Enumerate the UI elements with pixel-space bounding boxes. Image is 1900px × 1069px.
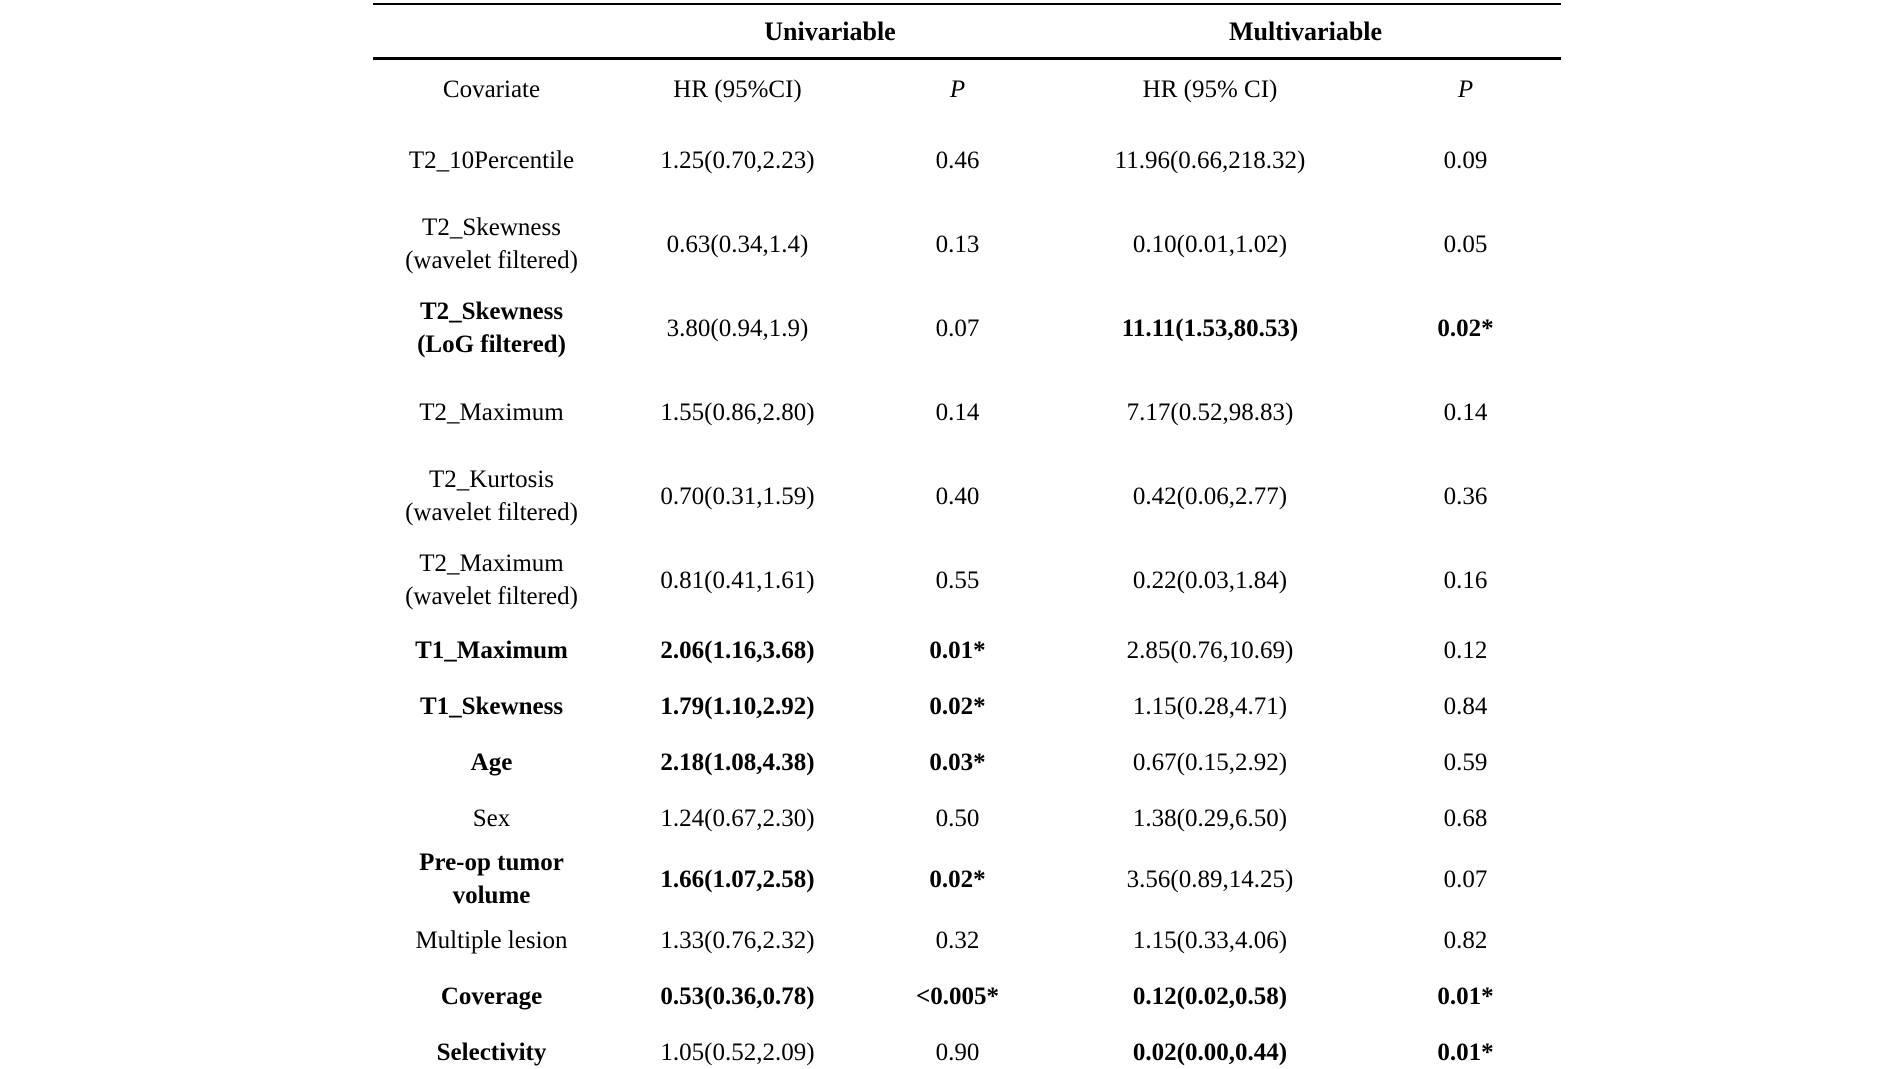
table-row	[373, 968, 1561, 1024]
univariable-hr-cell: 0.70(0.31,1.59)	[660, 482, 815, 510]
univariable-p-cell: 0.90	[935, 1038, 980, 1066]
multivariable-hr-cell: 1.38(0.29,6.50)	[1132, 804, 1288, 832]
covariate-cell: Selectivity	[436, 1038, 547, 1066]
multivariable-p-cell: 0.01*	[1437, 1038, 1494, 1066]
covariate-cell: T2_Maximum	[419, 398, 564, 426]
multivariable-hr-cell: 0.42(0.06,2.77)	[1132, 482, 1288, 510]
column-header-univariable-p: P	[949, 75, 966, 103]
table-row	[373, 734, 1561, 790]
multivariable-p-cell: 0.16	[1443, 566, 1488, 594]
univariable-hr-cell: 2.18(1.08,4.38)	[660, 748, 815, 776]
table-row	[373, 1024, 1561, 1069]
table-row	[373, 202, 1561, 286]
univariable-hr-cell: 1.33(0.76,2.32)	[660, 926, 815, 954]
univariable-p-cell: 0.40	[935, 482, 980, 510]
univariable-p-cell: 0.02*	[929, 692, 986, 720]
univariable-p-cell: 0.03*	[929, 748, 986, 776]
covariate-cell: T2_10Percentile	[408, 146, 575, 174]
multivariable-p-cell: 0.02*	[1437, 314, 1494, 342]
multivariable-hr-cell: 0.02(0.00,0.44)	[1132, 1038, 1288, 1066]
table-row	[373, 790, 1561, 846]
univariable-hr-cell: 2.06(1.16,3.68)	[660, 636, 815, 664]
multivariable-p-cell: 0.01*	[1437, 982, 1494, 1010]
table-row	[373, 846, 1561, 912]
multivariable-p-cell: 0.07	[1443, 865, 1488, 893]
table-body	[373, 118, 1561, 1069]
multivariable-p-cell: 0.12	[1443, 636, 1488, 664]
multivariable-p-cell: 0.84	[1443, 692, 1488, 720]
covariate-cell: Multiple lesion	[415, 926, 568, 954]
multivariable-hr-cell: 0.10(0.01,1.02)	[1132, 230, 1288, 258]
covariate-cell: T2_Maximum (wavelet filtered)	[405, 550, 578, 610]
univariable-hr-cell: 1.55(0.86,2.80)	[660, 398, 815, 426]
covariate-cell: Sex	[472, 804, 511, 832]
multivariable-hr-cell: 2.85(0.76,10.69)	[1126, 636, 1294, 664]
multivariable-p-cell: 0.59	[1443, 748, 1488, 776]
univariable-hr-cell: 1.79(1.10,2.92)	[660, 692, 815, 720]
multivariable-p-cell: 0.36	[1443, 482, 1488, 510]
univariable-p-cell: 0.46	[935, 146, 980, 174]
univariable-hr-cell: 1.24(0.67,2.30)	[660, 804, 815, 832]
univariable-p-cell: <0.005*	[916, 982, 999, 1010]
multivariable-hr-cell: 0.12(0.02,0.58)	[1132, 982, 1288, 1010]
univariable-hr-cell: 1.25(0.70,2.23)	[660, 146, 815, 174]
covariate-cell: T2_Kurtosis (wavelet filtered)	[405, 466, 578, 526]
univariable-p-cell: 0.07	[935, 314, 980, 342]
multivariable-hr-cell: 1.15(0.33,4.06)	[1132, 926, 1288, 954]
table-row	[373, 118, 1561, 202]
column-header-univariable-hr: HR (95%CI)	[673, 75, 802, 103]
column-header-multivariable-p: P	[1457, 75, 1474, 103]
table-row	[373, 454, 1561, 538]
univariable-hr-cell: 1.66(1.07,2.58)	[660, 865, 815, 893]
univariable-hr-cell: 0.81(0.41,1.61)	[660, 566, 815, 594]
covariate-cell: Pre-op tumor volume	[419, 849, 564, 909]
table-group-header-row	[373, 5, 1561, 60]
univariable-p-cell: 0.55	[935, 566, 980, 594]
univariable-hr-cell: 1.05(0.52,2.09)	[660, 1038, 815, 1066]
multivariable-p-cell: 0.68	[1443, 804, 1488, 832]
covariate-cell: T1_Skewness	[419, 692, 564, 720]
table-row	[373, 286, 1561, 370]
table-column-header-row	[373, 60, 1561, 118]
group-header-multivariable: Multivariable	[1228, 16, 1383, 46]
table-row	[373, 622, 1561, 678]
univariable-hr-cell: 3.80(0.94,1.9)	[666, 314, 809, 342]
univariable-p-cell: 0.01*	[929, 636, 986, 664]
multivariable-p-cell: 0.82	[1443, 926, 1488, 954]
covariate-cell: T2_Skewness (LoG filtered)	[417, 298, 566, 358]
multivariable-p-cell: 0.05	[1443, 230, 1488, 258]
covariate-cell: Age	[470, 748, 513, 776]
multivariable-hr-cell: 1.15(0.28,4.71)	[1132, 692, 1288, 720]
univariable-hr-cell: 0.53(0.36,0.78)	[660, 982, 815, 1010]
multivariable-hr-cell: 11.96(0.66,218.32)	[1114, 146, 1306, 174]
multivariable-p-cell: 0.14	[1443, 398, 1488, 426]
covariate-cell: Coverage	[440, 982, 543, 1010]
univariable-p-cell: 0.02*	[929, 865, 986, 893]
column-header-covariate: Covariate	[442, 75, 541, 103]
covariate-cell: T1_Maximum	[415, 636, 568, 664]
univariable-p-cell: 0.13	[935, 230, 980, 258]
multivariable-p-cell: 0.09	[1443, 146, 1488, 174]
multivariable-hr-cell: 0.67(0.15,2.92)	[1132, 748, 1288, 776]
group-header-univariable: Univariable	[764, 16, 896, 46]
table-row	[373, 538, 1561, 622]
univariable-p-cell: 0.14	[935, 398, 980, 426]
covariate-cell: T2_Skewness (wavelet filtered)	[405, 214, 578, 274]
multivariable-hr-cell: 3.56(0.89,14.25)	[1126, 865, 1294, 893]
univariable-p-cell: 0.50	[935, 804, 980, 832]
table-row	[373, 370, 1561, 454]
regression-results-table	[373, 3, 1561, 1069]
multivariable-hr-cell: 7.17(0.52,98.83)	[1126, 398, 1294, 426]
multivariable-hr-cell: 0.22(0.03,1.84)	[1132, 566, 1288, 594]
table-row	[373, 678, 1561, 734]
univariable-hr-cell: 0.63(0.34,1.4)	[666, 230, 809, 258]
table-row	[373, 912, 1561, 968]
multivariable-hr-cell: 11.11(1.53,80.53)	[1121, 314, 1299, 342]
univariable-p-cell: 0.32	[935, 926, 980, 954]
column-header-multivariable-hr: HR (95% CI)	[1142, 75, 1278, 103]
